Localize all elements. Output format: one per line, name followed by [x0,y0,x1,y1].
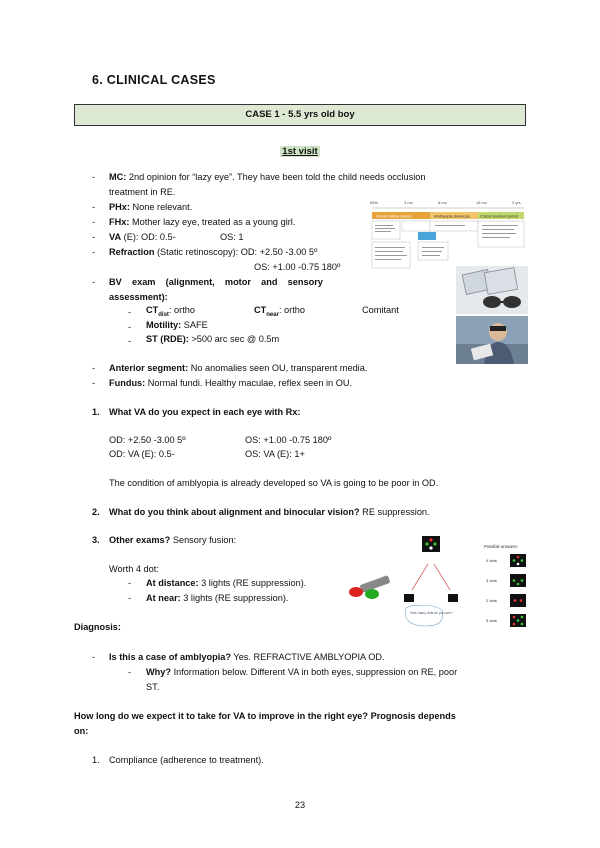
bullet-dash: - [128,578,132,588]
worth-4-dot-figure [342,534,530,630]
ct-dist-label: CT [146,305,159,315]
motility-text: SAFE [181,320,208,330]
st-text: >500 arc sec @ 0.5m [188,334,280,344]
fhx-text: Mother lazy eye, treated as a young girl. [129,217,296,227]
red-green-glasses-photo [456,266,528,314]
q1-od-rx: OD: +2.50 -3.00 5º [109,435,186,445]
dot-white [429,546,432,549]
why-line [146,667,526,677]
va-label: VA [109,232,122,242]
amblyopia-question: Is this a case of amblyopia? [109,652,232,662]
glasses-lens-right [503,296,521,308]
why-label: Why? [146,667,172,677]
bullet-dash: - [128,322,132,332]
mc-line-2: treatment in RE. [109,187,176,197]
child-stereotest-photo [456,316,528,364]
phx-text: None relevant. [129,202,193,212]
tick-3yrs: 3 yrs [512,200,521,205]
refraction-line [109,247,317,257]
tick-3mo: 3 mo [404,200,413,205]
bullet-dash: - [92,172,96,182]
bullet-dash: - [128,336,132,346]
anterior-text: No anomalies seen OU, transparent media. [188,363,368,373]
at-distance-label: At distance: [146,578,199,588]
q2-line [109,507,430,517]
tick-birth: Birth [370,200,379,205]
ct-dist-text: : ortho [168,305,195,315]
why-line-2: ST. [146,682,160,692]
w4d-card-small [404,594,414,602]
prognosis-line-1: How long do we expect it to take for VA to improve in the right eye? Prognosis depends [74,711,456,721]
phx-line [109,202,192,212]
q1-answer: The condition of amblyopia is already developed so VA is going to be poor in OD. [109,478,439,488]
bv-label: BV exam (alignment, motor and sensory [109,277,323,287]
visit-title [0,146,600,157]
st-label: ST (RDE): [146,334,189,344]
stereo-book [484,268,517,295]
fundus-text: Normal fundi. Healthy maculae, reflex seen in OU. [145,378,353,388]
st-line [146,334,279,344]
ct-near-label: CT [254,305,267,315]
va-line [109,232,176,242]
q2-label: What do you think about alignment and binocular vision? [109,507,360,517]
prognosis-item-number: 1. [92,755,100,765]
answer-4-dots: 4 dots [486,558,497,563]
sight-line [434,564,450,590]
glasses-lens-left [483,296,501,308]
glasses-green-lens [365,589,379,599]
at-near-line [146,593,288,603]
bullet-dash: - [92,277,96,287]
ct-near-text: : ortho [278,305,305,315]
at-near-text: 3 lights (RE suppression). [180,593,289,603]
answer-2-dots-box [510,594,526,607]
fhx-label: FHx: [109,217,130,227]
ct-dist-sub: dist [158,311,169,318]
bullet-dash: - [92,202,96,212]
mc-label: MC: [109,172,127,182]
timeline-box2-label: Amblyopia develops [434,213,470,219]
page-number: 23 [294,800,306,810]
case-title-box: CASE 1 - 5.5 yrs old boy [74,104,526,126]
mc-line [109,172,526,182]
fundus-label: Fundus: [109,378,146,388]
q1-os-rx: OS: +1.00 -0.75 180º [245,435,332,445]
at-near-label: At near: [146,593,181,603]
dot-green [433,542,436,545]
glasses-red-lens [349,587,363,597]
timeline-blue-box [418,232,436,240]
q3-line [109,535,236,545]
refraction-text: (Static retinoscopy): OD: +2.50 -3.00 5º [154,247,318,257]
q1-number: 1. [92,407,100,417]
ct-dist [146,305,195,318]
va-text: (E): OD: 0.5- [121,232,176,242]
q2-number: 2. [92,507,100,517]
q3-number: 3. [92,535,100,545]
critical-period-timeline-figure [366,195,528,273]
diagnosis-title: Diagnosis: [74,622,121,632]
timeline-card [402,221,430,231]
q1-od-va: OD: VA (E): 0.5- [109,449,175,459]
motility-label: Motility: [146,320,182,330]
q1-text: What VA do you expect in each eye with Rx: [109,407,301,417]
worth-4-dot-label: Worth 4 dot: [109,564,159,574]
bullet-dash: - [128,593,132,603]
tick-6mo: 6 mo [438,200,447,205]
speech-bubble [405,605,442,626]
bullet-dash: - [92,363,96,373]
bullet-dash: - [128,667,132,677]
motility-line [146,320,208,330]
phx-label: PHx: [109,202,130,212]
bullet-dash: - [92,378,96,388]
ct-near-sub: near [266,311,279,318]
bullet-dash: - [128,307,132,317]
answer-2-dots: 2 dots [486,598,497,603]
prognosis-item-1: Compliance (adherence to treatment). [109,755,264,765]
q3-text: Sensory fusion: [170,535,237,545]
bullet-dash: - [92,217,96,227]
at-distance-line [146,578,306,588]
q2-text: RE suppression. [359,507,430,517]
w4d-card-small [448,594,458,602]
speech-bubble-text: How many dots do you see? [410,611,453,615]
why-text: Information below. Different VA in both eyes, suppression on RE, poor [171,667,458,677]
refraction-label: Refraction [109,247,155,257]
anterior-label: Anterior segment: [109,363,189,373]
bullet-dash: - [92,247,96,257]
dot-red [429,538,432,541]
child-head [489,323,507,341]
anterior-line [109,363,367,373]
bullet-dash: - [92,652,96,662]
comitant: Comitant [362,305,399,315]
mc-text: 2nd opinion for “lazy eye”. They have been told the child needs occlusion [126,172,426,182]
timeline-card [372,221,400,239]
va-os: OS: 1 [220,232,244,242]
bv-label-2: assessment): [109,292,168,302]
amblyopia-question-line [109,652,385,662]
q3-label: Other exams? [109,535,171,545]
tick-18mo: 18 mo [476,200,488,205]
prognosis-line-2: on: [74,726,89,736]
refraction-os: OS: +1.00 -0.75 180º [254,262,341,272]
at-distance-text: 3 lights (RE suppression). [198,578,307,588]
dot-green [425,542,428,545]
q1-os-va: OS: VA (E): 1+ [245,449,305,459]
fhx-line [109,217,295,227]
section-title: 6. CLINICAL CASES [92,73,216,87]
timeline-box1-label: Visual critical period [376,213,412,219]
sight-line [412,564,428,590]
visit-title-text: 1st visit [282,146,318,157]
answer-5-dots: 5 dots [486,618,497,623]
bullet-dash: - [92,232,96,242]
amblyopia-answer: Yes. REFRACTIVE AMBLYOPIA OD. [231,652,385,662]
answer-3-dots: 3 dots [486,578,497,583]
timeline-box3-label: Critical treatment period [480,214,519,219]
ct-near [254,305,305,318]
child-glasses [490,326,506,331]
possible-answers-title: Possible answers: [484,544,518,549]
fundus-line [109,378,352,388]
